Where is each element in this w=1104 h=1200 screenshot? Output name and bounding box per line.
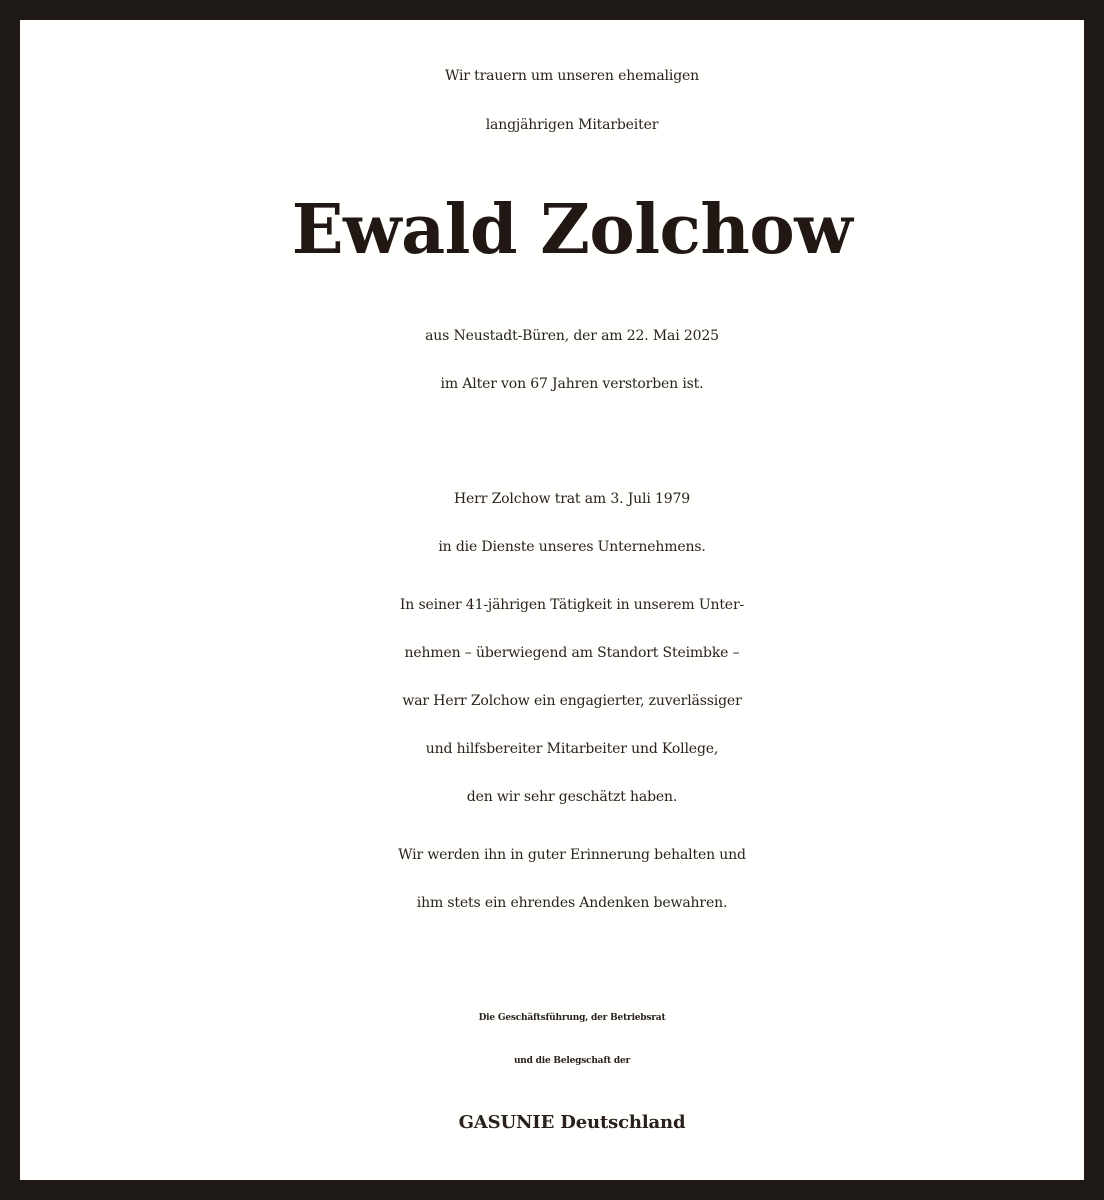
- signature-line-2: und die Belegschaft der: [513, 1056, 631, 1066]
- death-info-line-1: aus Neustadt-Büren, der am 22. Mai 2025: [425, 328, 719, 344]
- intro-line-2: langjährigen Mitarbeiter: [485, 117, 659, 133]
- tribute-line-5: den wir sehr geschätzt haben.: [466, 789, 678, 805]
- death-info-line-2: im Alter von 67 Jahren verstorben ist.: [440, 376, 704, 392]
- deceased-name: Ewald Zolchow: [291, 190, 853, 270]
- closing-line-1: Wir werden ihn in guter Erinnerung behalten und: [398, 847, 746, 863]
- tribute-line-4: und hilfsbereiter Mitarbeiter und Kollege,: [425, 741, 719, 757]
- tribute-line-3: war Herr Zolchow ein engagierter, zuverlässiger: [402, 693, 742, 709]
- signature-line-1: Die Geschäftsführung, der Betriebsrat: [478, 1013, 666, 1023]
- career-line-2: in die Dienste unseres Unternehmens.: [438, 539, 706, 555]
- tribute-line-2: nehmen – überwiegend am Standort Steimbke –: [404, 645, 740, 661]
- intro-line-1: Wir trauern um unseren ehemaligen: [444, 68, 700, 84]
- tribute-line-1: In seiner 41-jährigen Tätigkeit in unserem Unter-: [399, 597, 745, 613]
- company-name: GASUNIE Deutschland: [458, 1112, 686, 1133]
- career-line-1: Herr Zolchow trat am 3. Juli 1979: [453, 491, 691, 507]
- closing-line-2: ihm stets ein ehrendes Andenken bewahren.: [416, 895, 728, 911]
